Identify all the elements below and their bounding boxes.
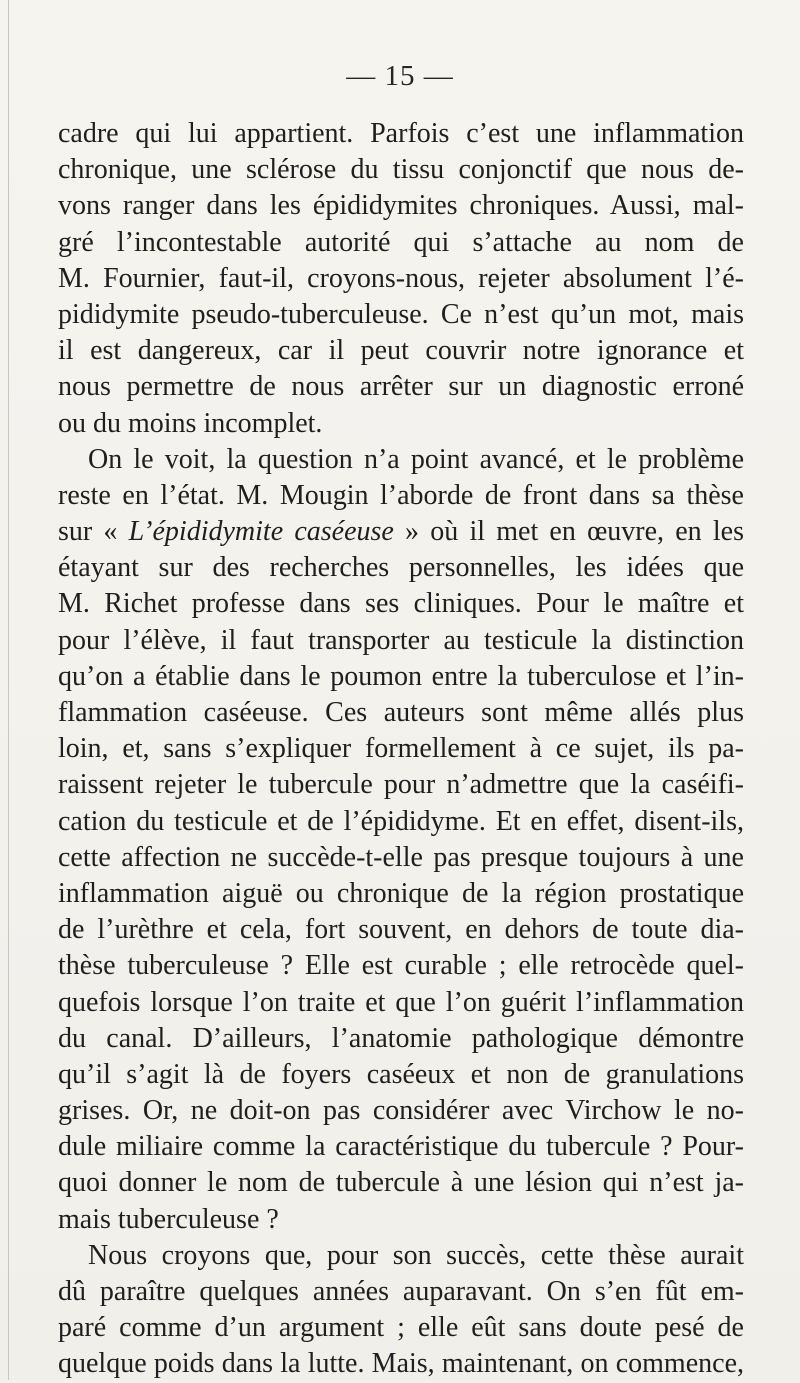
text-line: chronique, une sclérose du tissu conjonctif que nous de- [58, 154, 744, 186]
text-line: M. Fournier, faut-il, croyons-nous, rejeter absolument l’é- [58, 262, 744, 294]
text-line: dule miliaire comme la caractéristique du tubercule ? Pour- [58, 1131, 744, 1163]
text-line: qu’on a établie dans le poumon entre la tuberculose et l’in- [58, 660, 744, 692]
text-line: pour l’élève, il faut transporter au testicule la distinction [58, 624, 744, 656]
italic-title: L’épididymite caséeuse [128, 516, 394, 548]
text-line: grises. Or, ne doit-on pas considérer avec Virchow le no- [58, 1095, 744, 1127]
body-text [58, 116, 744, 1383]
text-line: de l’urèthre et cela, fort souvent, en dehors de toute dia- [58, 914, 744, 946]
page-number: — 15 — [346, 60, 454, 92]
text-line: gré l’incontestable autorité qui s’attache au nom de [58, 226, 744, 258]
paragraph [58, 1238, 744, 1383]
text-line: raissent rejeter le tubercule pour n’admettre que la caséifi- [58, 769, 744, 801]
text-line [58, 514, 744, 550]
text-line: cation du testicule et de l’épididyme. Et en effet, disent-ils, [58, 805, 744, 837]
text-line: vons ranger dans les épididymites chroniques. Aussi, mal- [58, 190, 744, 222]
text-line: flammation caséeuse. Ces auteurs sont même allés plus [58, 697, 744, 728]
text-line: reste en l’état. M. Mougin l’aborde de front dans sa thèse [58, 479, 744, 511]
text-segment: sur « [58, 516, 129, 548]
text-line: On le voit, la question n’a point avancé, et le problème [88, 443, 744, 475]
text-line: il est dangereux, car il peut couvrir notre ignorance et [58, 335, 744, 367]
text-segment: » où il met en œuvre, en les [393, 516, 744, 548]
text-line: qu’il s’agit là de foyers caséeux et non de granulations [58, 1058, 744, 1090]
text-line: inflammation aiguë ou chronique de la région prostatique [58, 877, 744, 909]
text-line: nous permettre de nous arrêter sur un diagnostic erroné [58, 371, 744, 403]
text-line: du canal. D’ailleurs, l’anatomie pathologique démontre [58, 1022, 744, 1054]
text-line: étayant sur des recherches personnelles, les idées que [58, 552, 744, 584]
text-line: pididymite pseudo-tuberculeuse. Ce n’est qu’un mot, mais [58, 298, 744, 330]
text-line: quelque poids dans la lutte. Mais, maintenant, on commence, [58, 1348, 744, 1380]
text-line: quefois lorsque l’on traite et que l’on guérit l’inflammation [58, 986, 744, 1018]
text-line: loin, et, sans s’expliquer formellement à ce sujet, ils pa- [58, 733, 744, 765]
text-line: cadre qui lui appartient. Parfois c’est une inflammation [58, 118, 744, 149]
text-line: quoi donner le nom de tubercule à une lésion qui n’est ja- [58, 1167, 744, 1199]
text-line: thèse tuberculeuse ? Elle est curable ; elle retrocède quel- [58, 950, 744, 982]
text-line: Nous croyons que, pour son succès, cette thèse aurait [88, 1239, 744, 1271]
text-line: M. Richet professe dans ses cliniques. Pour le maître et [58, 588, 744, 620]
text-line: cette affection ne succède-t-elle pas presque toujours à une [58, 841, 744, 873]
text-line: paré comme d’un argument ; elle eût sans doute pesé de [58, 1312, 744, 1344]
page-edge-line [8, 0, 9, 1380]
paragraph [58, 442, 744, 1238]
text-line: dû paraître quelques années auparavant. On s’en fût em- [58, 1276, 744, 1307]
text-line: ou du moins incomplet. [58, 407, 323, 439]
text-line: mais tuberculeuse ? [58, 1203, 279, 1235]
paragraph [58, 116, 744, 442]
